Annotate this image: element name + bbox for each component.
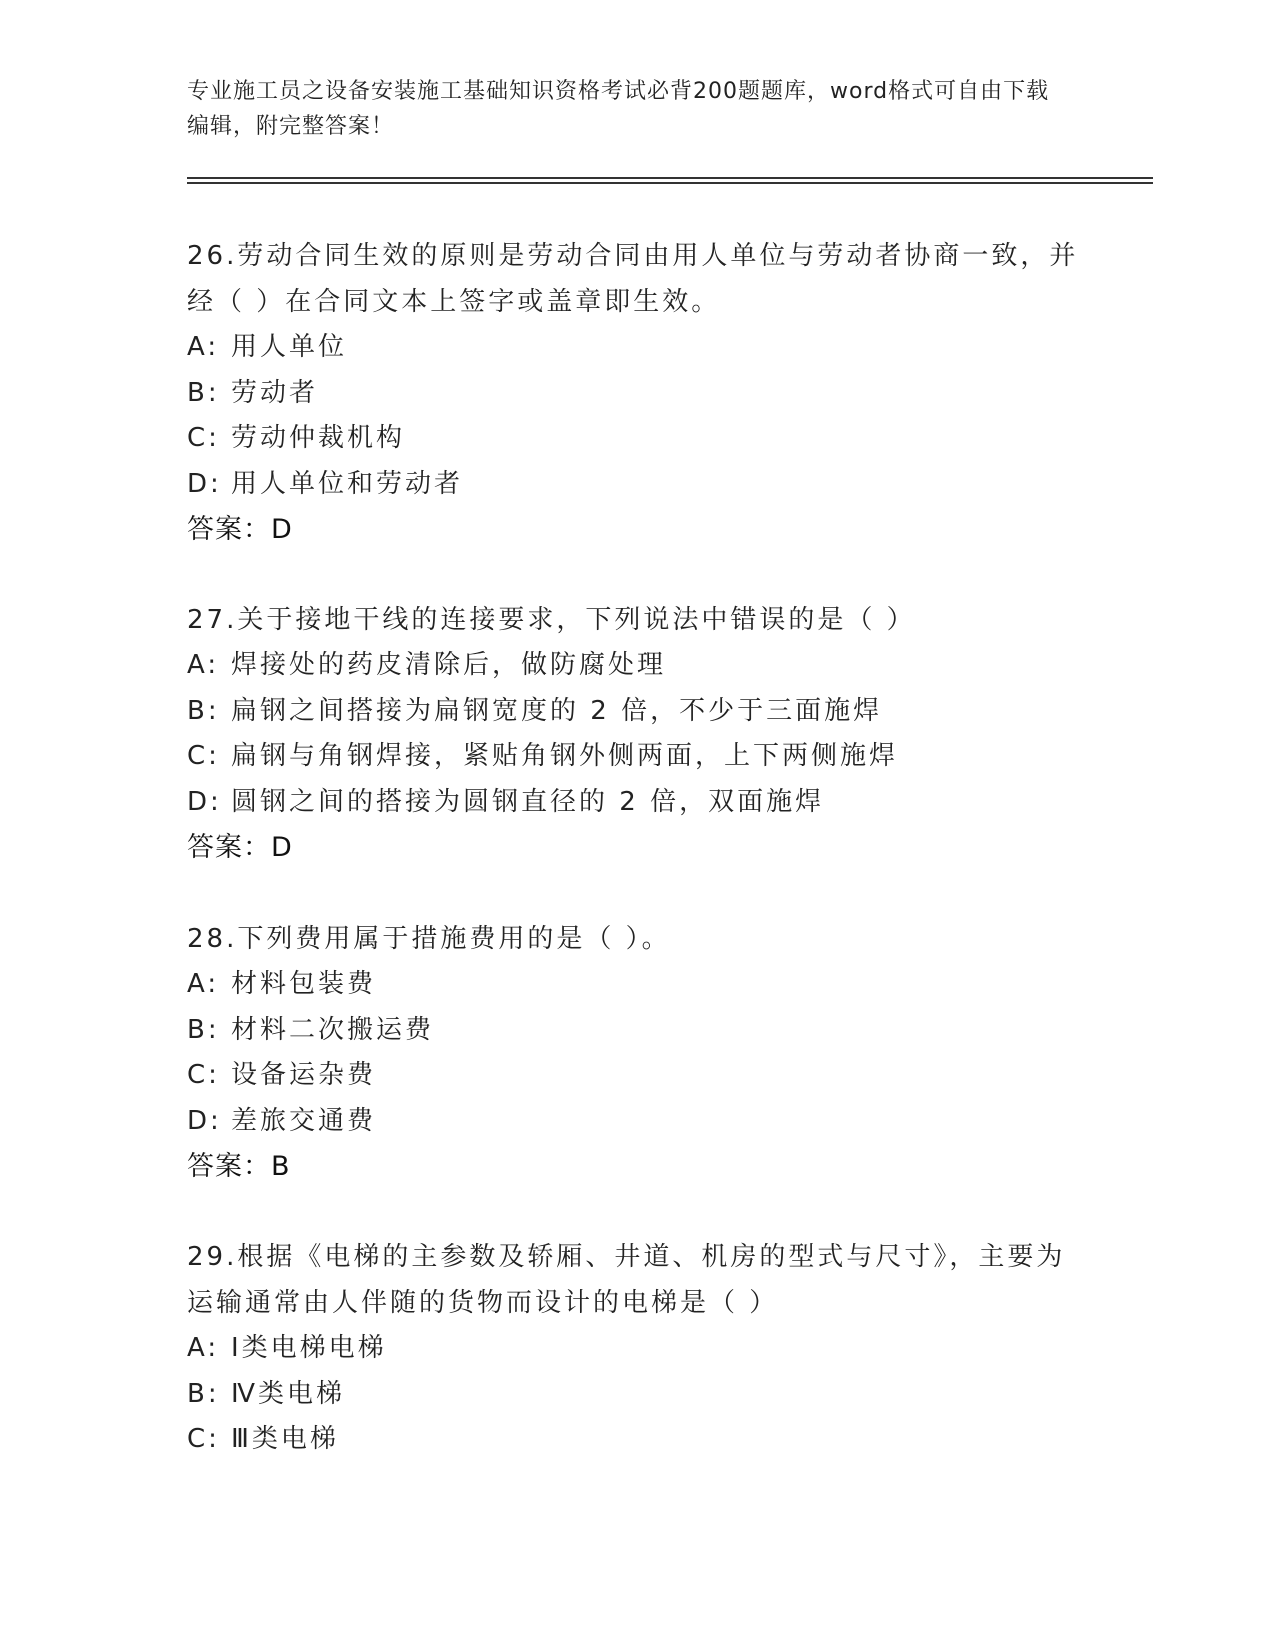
option-key: C:: [187, 1060, 220, 1090]
question-stem: 26.劳动合同生效的原则是劳动合同由用人单位与劳动者协商一致，并经（ ）在合同文本上签字或盖章即生效。: [187, 241, 1079, 317]
question-stem: 29.根据《电梯的主参数及轿厢、井道、机房的型式与尺寸》，主要为运输通常由人伴随的货物而设计的电梯是（ ）: [187, 1242, 1066, 1318]
option-d: [187, 1099, 1087, 1145]
option-text: 扁钢之间搭接为扁钢宽度的 2 倍，不少于三面施焊: [231, 695, 883, 726]
option-key: B:: [187, 377, 220, 408]
option-text: 材料包装费: [231, 969, 377, 999]
answer-label: 答案：D: [187, 832, 293, 863]
option-b: [187, 1372, 1087, 1418]
option-text: 劳动仲裁机构: [231, 423, 406, 453]
option-text: 材料二次搬运费: [231, 1014, 435, 1045]
option-a: [187, 643, 1087, 689]
option-text: Ⅰ类电梯电梯: [231, 1333, 387, 1363]
option-b: [187, 689, 1087, 735]
option-text: Ⅳ类电梯: [231, 1378, 345, 1409]
option-key: C:: [187, 741, 220, 771]
option-text: 圆钢之间的搭接为圆钢直径的 2 倍，双面施焊: [231, 786, 825, 817]
option-key: A:: [187, 332, 220, 362]
option-b: [187, 371, 1087, 417]
option-key: C:: [187, 423, 220, 453]
option-key: A:: [187, 969, 220, 999]
question-stem: 27.关于接地干线的连接要求，下列说法中错误的是（ ）: [187, 605, 916, 635]
option-c: [187, 1053, 1087, 1099]
option-a: [187, 962, 1087, 1008]
answer-label: 答案：B: [187, 1151, 291, 1182]
option-key: B:: [187, 695, 220, 726]
option-text: 焊接处的药皮清除后，做防腐处理: [231, 650, 667, 680]
option-a: [187, 1326, 1087, 1372]
option-c: [187, 416, 1087, 462]
option-text: 差旅交通费: [231, 1105, 377, 1136]
option-c: [187, 734, 1087, 780]
option-text: Ⅲ类电梯: [231, 1424, 339, 1454]
option-d: [187, 462, 1087, 508]
option-text: 设备运杂费: [231, 1060, 377, 1090]
question-27: [187, 597, 1087, 870]
option-key: B:: [187, 1378, 220, 1409]
header-divider-top: [187, 177, 1153, 179]
option-key: D:: [187, 468, 222, 499]
question-26: [187, 233, 1087, 552]
header-divider-bottom: [187, 182, 1153, 184]
option-key: A:: [187, 1333, 220, 1363]
question-28: [187, 916, 1087, 1189]
option-key: B:: [187, 1014, 220, 1045]
option-a: [187, 325, 1087, 371]
option-text: 用人单位和劳动者: [231, 468, 464, 499]
option-text: 扁钢与角钢焊接，紧贴角钢外侧两面，上下两侧施焊: [231, 741, 899, 771]
option-key: A:: [187, 650, 220, 680]
option-c: [187, 1417, 1087, 1463]
option-key: C:: [187, 1424, 220, 1454]
question-stem: 28.下列费用属于措施费用的是（ ）。: [187, 924, 671, 954]
option-d: [187, 780, 1087, 826]
question-29: [187, 1234, 1087, 1463]
answer-label: 答案：D: [187, 514, 293, 545]
document-header: 专业施工员之设备安装施工基础知识资格考试必背200题题库，word格式可自由下载编辑，附完整答案！: [187, 79, 1050, 139]
option-text: 用人单位: [231, 332, 348, 362]
option-key: D:: [187, 1105, 222, 1136]
option-key: D:: [187, 786, 222, 817]
option-b: [187, 1008, 1087, 1054]
option-text: 劳动者: [231, 377, 319, 408]
